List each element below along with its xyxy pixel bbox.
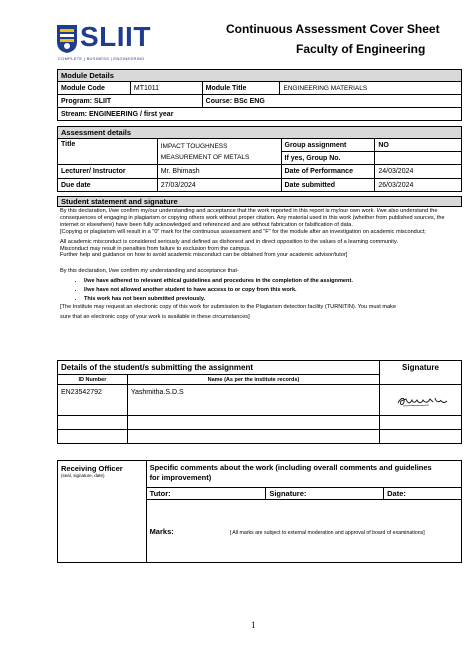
lecturer-value: Mr. Bhimash	[157, 165, 281, 179]
faculty-title: Faculty of Engineering	[296, 42, 426, 56]
tutor-signature-label: Signature:	[266, 488, 384, 500]
name-header: Name (As per the institute records)	[127, 375, 379, 385]
marks-note: [ All marks are subject to external moderation and approval of board of examinations]	[229, 529, 425, 536]
group-number-value	[375, 152, 462, 165]
lecturer-label: Lecturer/ Instructor	[58, 165, 158, 179]
tutor-label: Tutor:	[146, 488, 266, 500]
comments-heading: Specific comments about the work (including overall comments and guidelines for improvement)	[146, 461, 461, 488]
list-item: • I/we have not allowed another student to have access to or copy from this work.	[84, 286, 460, 295]
acceptance-list	[60, 277, 460, 304]
module-details-table	[57, 69, 462, 121]
student-statement-heading: Student statement and signature	[57, 196, 462, 207]
tutor-date-label: Date:	[384, 488, 462, 500]
assessment-title-value: IMPACT TOUGHNESS MEASUREMENT OF METALS	[157, 139, 281, 165]
students-table	[57, 360, 462, 444]
module-details-heading: Module Details	[58, 70, 462, 82]
signature-heading: Signature	[380, 361, 462, 385]
student-id: EN23542792	[58, 385, 128, 416]
misconduct-line-3: Further help and guidance on how to avoid academic misconduct can be obtained from your academic advisor/tutor]	[60, 252, 348, 259]
handwritten-signature	[395, 389, 455, 411]
group-assignment-value: NO	[375, 139, 462, 152]
receiving-officer-label: Receiving Officer	[61, 464, 123, 473]
id-number-header: ID Number	[58, 375, 128, 385]
performance-date-label: Date of Performance	[281, 165, 375, 179]
plagiarism-warning: [Copying or plagiarism will result in a "0" mark for the continuous assessment and "F" for the module after an investigation on academic misconduct;	[60, 228, 426, 235]
performance-date-value: 24/03/2024	[375, 165, 462, 179]
turnitin-note-2: sure that an electronic copy of your work is available in these circumstances]	[60, 314, 250, 321]
group-assignment-label: Group assignment	[281, 139, 375, 152]
assessment-details-heading: Assessment details	[58, 127, 462, 139]
receiving-officer-cell	[58, 461, 147, 563]
submitted-date-value: 26/03/2024	[375, 179, 462, 192]
marks-cell	[146, 500, 461, 563]
sliit-logo	[56, 22, 168, 66]
misconduct-line-2: Misconduct may result in penalties from failure to exclusion from the campus.	[60, 245, 251, 252]
logo-text: SLIIT	[80, 21, 151, 52]
acceptance-intro: By this declaration, I/we confirm my understanding and acceptance that-	[60, 268, 239, 275]
receiving-officer-table	[57, 460, 462, 563]
module-code-label: Module Code	[58, 82, 131, 95]
student-name: Yashmitha.S.D.S	[127, 385, 379, 416]
marks-label: Marks:	[149, 526, 174, 536]
due-date-label: Due date	[58, 179, 158, 192]
crest-icon	[56, 24, 78, 54]
program-field: Program: SLIIT	[58, 95, 203, 108]
assessment-title-label: Title	[58, 139, 158, 165]
student-statement-body	[60, 208, 460, 321]
page-number: 1	[251, 620, 256, 630]
group-number-label: If yes, Group No.	[281, 152, 375, 165]
assessment-details-table	[57, 126, 462, 192]
misconduct-line-1: All academic misconduct is considered seriously and defined as dishonest and in direct opposition to the values of a learning community.	[60, 238, 398, 245]
list-item: • I/we have adhered to relevant ethical guidelines and procedures in the completion of the assignment.	[84, 277, 460, 286]
module-title-label: Module Title	[202, 82, 280, 95]
module-code-value: MT1011	[130, 82, 202, 95]
turnitin-note-1: [The Institute may request an electronic copy of this work for submission to the Plagiarism detection facility (TURNITIN). You must make	[60, 304, 397, 311]
declaration-paragraph: By this declaration, I/we confirm my/our understanding and acceptance that the work reported in this report is my/our own work. I/we also understand the consequences of engaging in plagiarism or copying others work without proper citation. Any material used in this work (whether from published sources, the internet or elsewhere) have been fully acknowledged and referenced and are without fabrication or falsification of data.	[60, 208, 445, 228]
due-date-value: 27/03/2024	[157, 179, 281, 192]
page-title: Continuous Assessment Cover Sheet	[226, 22, 440, 36]
students-heading: Details of the student/s submitting the assignment	[58, 361, 380, 375]
table-row	[58, 430, 462, 444]
submitted-date-label: Date submitted	[281, 179, 375, 192]
student-signature	[380, 385, 462, 416]
table-row	[58, 385, 462, 416]
receiving-officer-sub: (seal, signature, date)	[61, 473, 105, 478]
course-field: Course: BSc ENG	[202, 95, 461, 108]
list-item: • This work has not been submitted previously.	[84, 295, 460, 304]
table-row	[58, 416, 462, 430]
stream-field: Stream: ENGINEERING / first year	[58, 108, 462, 121]
module-title-value: ENGINEERING MATERIALS	[280, 82, 462, 95]
logo-tagline: COMPLETE | BUSINESS | ENGINEERING	[58, 56, 145, 61]
